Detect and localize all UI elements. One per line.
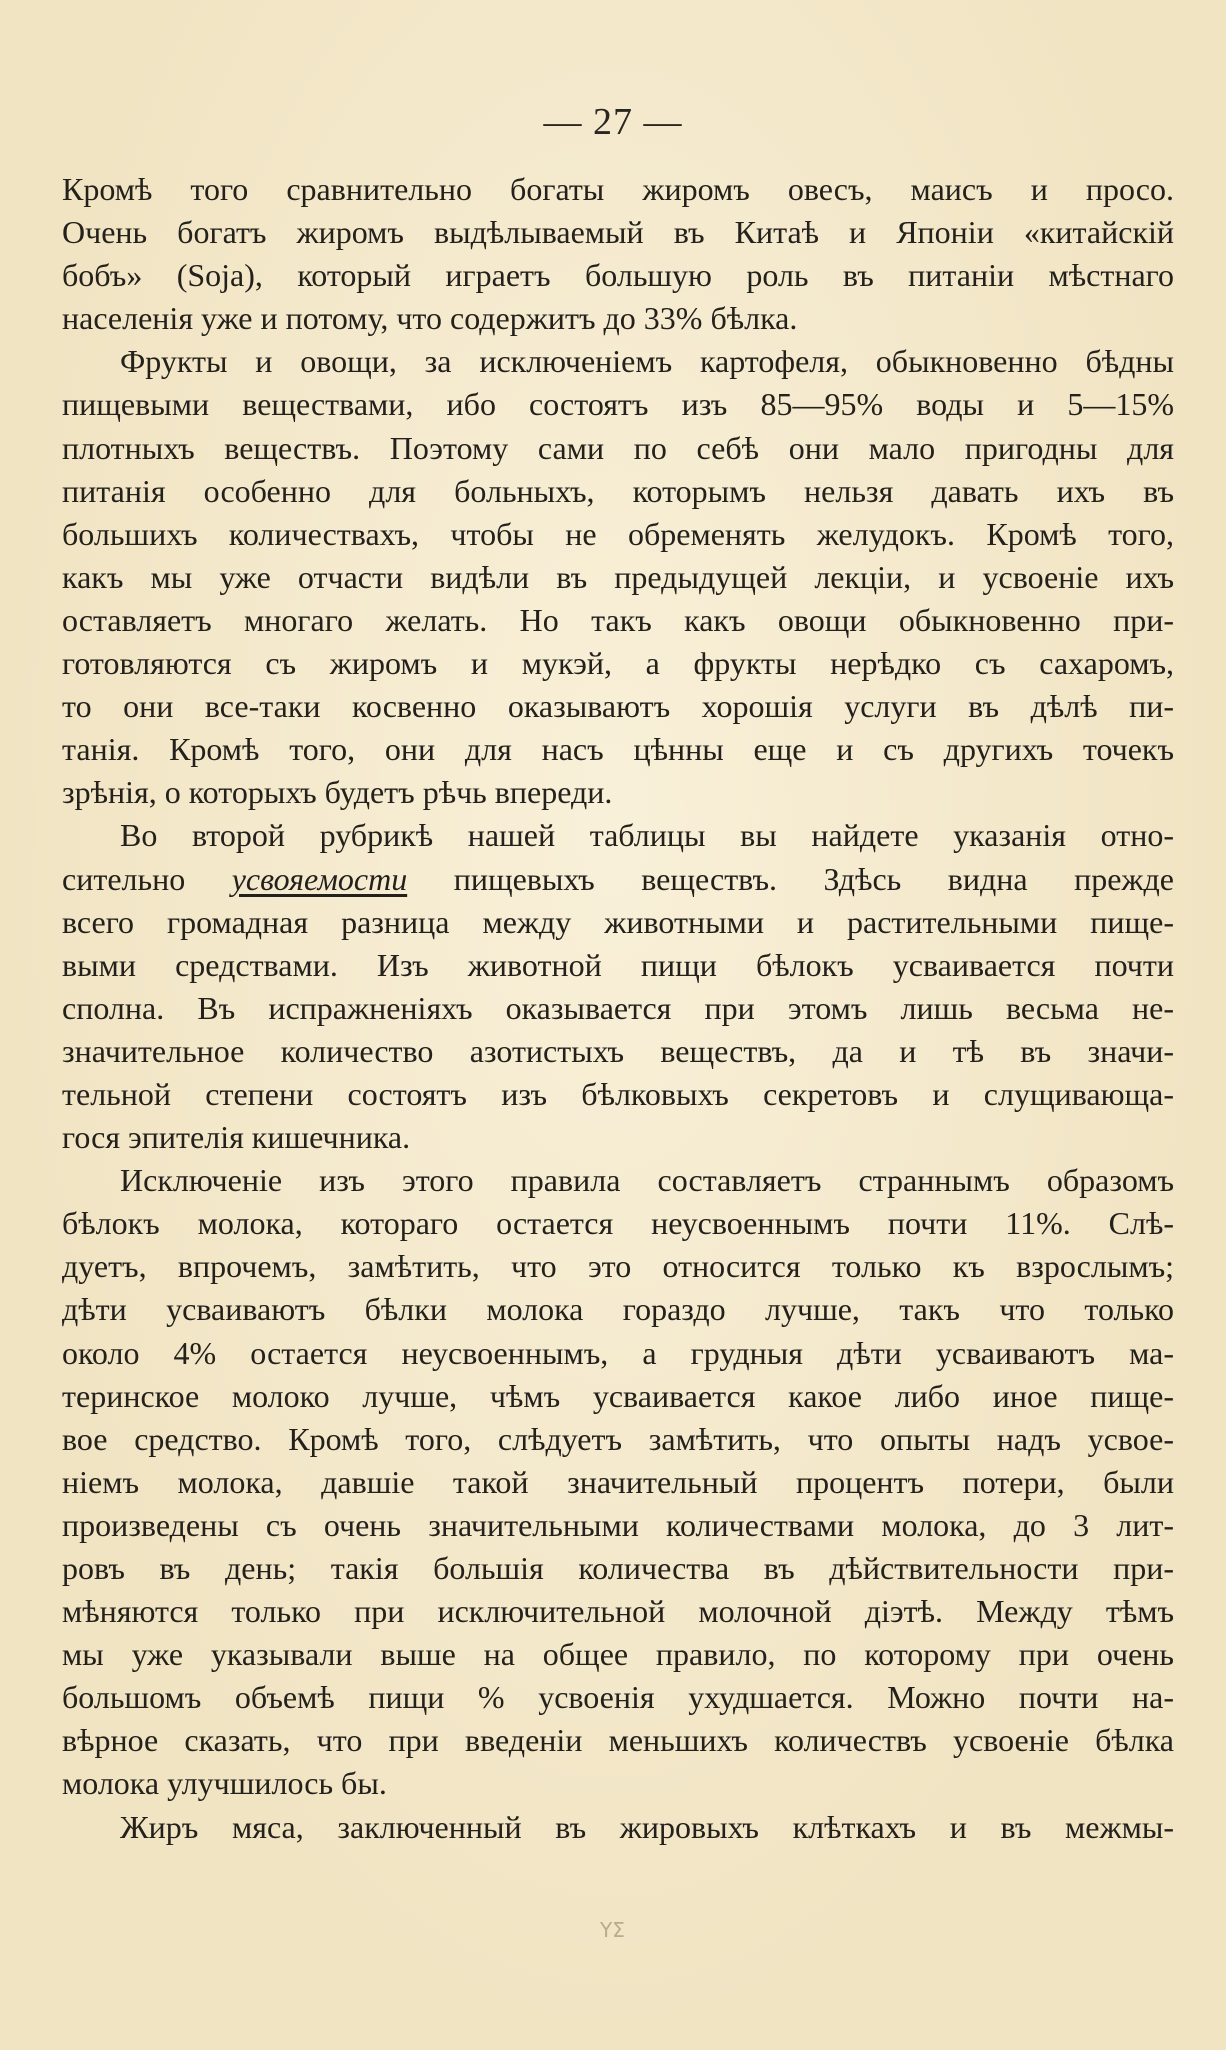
text-line: около 4% остается неусвоеннымъ, а грудныя дѣти усваиваютъ ма- [62,1334,1174,1371]
text-line: ровъ въ день; такія большія количества въ дѣйствительности при- [62,1550,1174,1586]
text-line: произведены съ очень значительными количествами молока, до 3 лит- [62,1506,1174,1543]
text-line: оставляетъ многаго желать. Но такъ какъ овощи обыкновенно при- [62,601,1174,638]
text-line: населенія уже и потому, что содержитъ до 33% бѣлка. [62,300,798,337]
text-line: какъ мы уже отчасти видѣли въ предыдущей лекціи, и усвоеніе ихъ [62,558,1174,595]
emphasized-term: усвояемости [231,860,408,897]
text-line: то они все-таки косвенно оказываютъ хорошія услуги въ дѣлѣ пи- [62,688,1174,725]
text-line: ніемъ молока, давшіе такой значительный процентъ потери, были [62,1463,1174,1500]
text-line: сполна. Въ испражненіяхъ оказывается при этомъ лишь весьма не- [62,989,1174,1026]
text-line: теринское молоко лучше, чѣмъ усваивается какое либо иное пище- [62,1377,1174,1414]
text-segment: сительно [62,860,232,897]
body-text [62,168,1174,1849]
text-line: дуетъ, впрочемъ, замѣтить, что это относится только къ взрослымъ; [62,1248,1174,1285]
footer-mark: ΥΣ [600,1918,625,1942]
text-segment: пищевыхъ веществъ. Здѣсь видна прежде [407,860,1174,897]
text-line: вое средство. Кромѣ того, слѣдуетъ замѣтить, что опыты надъ усвое- [62,1420,1174,1457]
text-line: значительное количество азотистыхъ веществъ, да и тѣ въ значи- [62,1032,1174,1069]
text-line: большомъ объемѣ пищи % усвоенія ухудшается. Можно почти на- [62,1679,1174,1716]
text-line: Очень богатъ жиромъ выдѣлываемый въ Китаѣ и Японіи «китайскій [62,214,1174,251]
text-line: питанія особенно для больныхъ, которымъ нельзя давать ихъ въ [62,472,1174,509]
page-number: — 27 — [543,101,683,143]
text-line: бѣлокъ молока, котораго остается неусвоеннымъ почти 11%. Слѣ- [62,1205,1174,1242]
text-line: всего громадная разница между животными и растительными пище- [62,903,1174,940]
text-line: большихъ количествахъ, чтобы не обременять желудокъ. Кромѣ того, [62,515,1174,552]
text-line: плотныхъ веществъ. Поэтому сами по себѣ они мало пригодны для [62,429,1174,466]
text-line [62,858,1174,901]
text-line: молока улучшилось бы. [62,1765,387,1802]
text-line: Фрукты и овощи, за исключеніемъ картофеля, обыкновенно бѣдны [120,343,1174,380]
text-line: танія. Кромѣ того, они для насъ цѣнны еще и съ другихъ точекъ [62,731,1174,768]
text-line: Кромѣ того сравнительно богаты жиромъ овесъ, маисъ и просо. [62,171,1174,207]
text-line: мѣняются только при исключительной молочной діэтѣ. Между тѣмъ [62,1593,1174,1630]
text-line: Исключеніе изъ этого правила составляетъ страннымъ образомъ [120,1162,1174,1199]
text-line: пищевыми веществами, ибо состоятъ изъ 85—95% воды и 5—15% [62,386,1174,423]
text-line: вѣрное сказать, что при введеніи меньшихъ количествъ усвоеніе бѣлка [62,1722,1174,1759]
text-line: бобъ» (Soja), который играетъ большую роль въ питаніи мѣстнаго [62,257,1174,294]
text-line: мы уже указывали выше на общее правило, по которому при очень [62,1636,1174,1673]
text-line: Во второй рубрикѣ нашей таблицы вы найдете указанія отно- [120,817,1174,854]
text-line: дѣти усваиваютъ бѣлки молока гораздо лучше, такъ что только [62,1291,1174,1328]
text-line: зрѣнія, о которыхъ будетъ рѣчь впереди. [62,774,613,811]
text-line: готовляются съ жиромъ и мукэй, а фрукты нерѣдко съ сахаромъ, [62,645,1174,682]
text-line: гося эпителія кишечника. [62,1119,411,1156]
text-line: тельной степени состоятъ изъ бѣлковыхъ секретовъ и слущивающа- [62,1075,1174,1112]
text-line: выми средствами. Изъ животной пищи бѣлокъ усваивается почти [62,946,1174,983]
text-line: Жиръ мяса, заключенный въ жировыхъ клѣткахъ и въ межмы- [120,1808,1174,1845]
